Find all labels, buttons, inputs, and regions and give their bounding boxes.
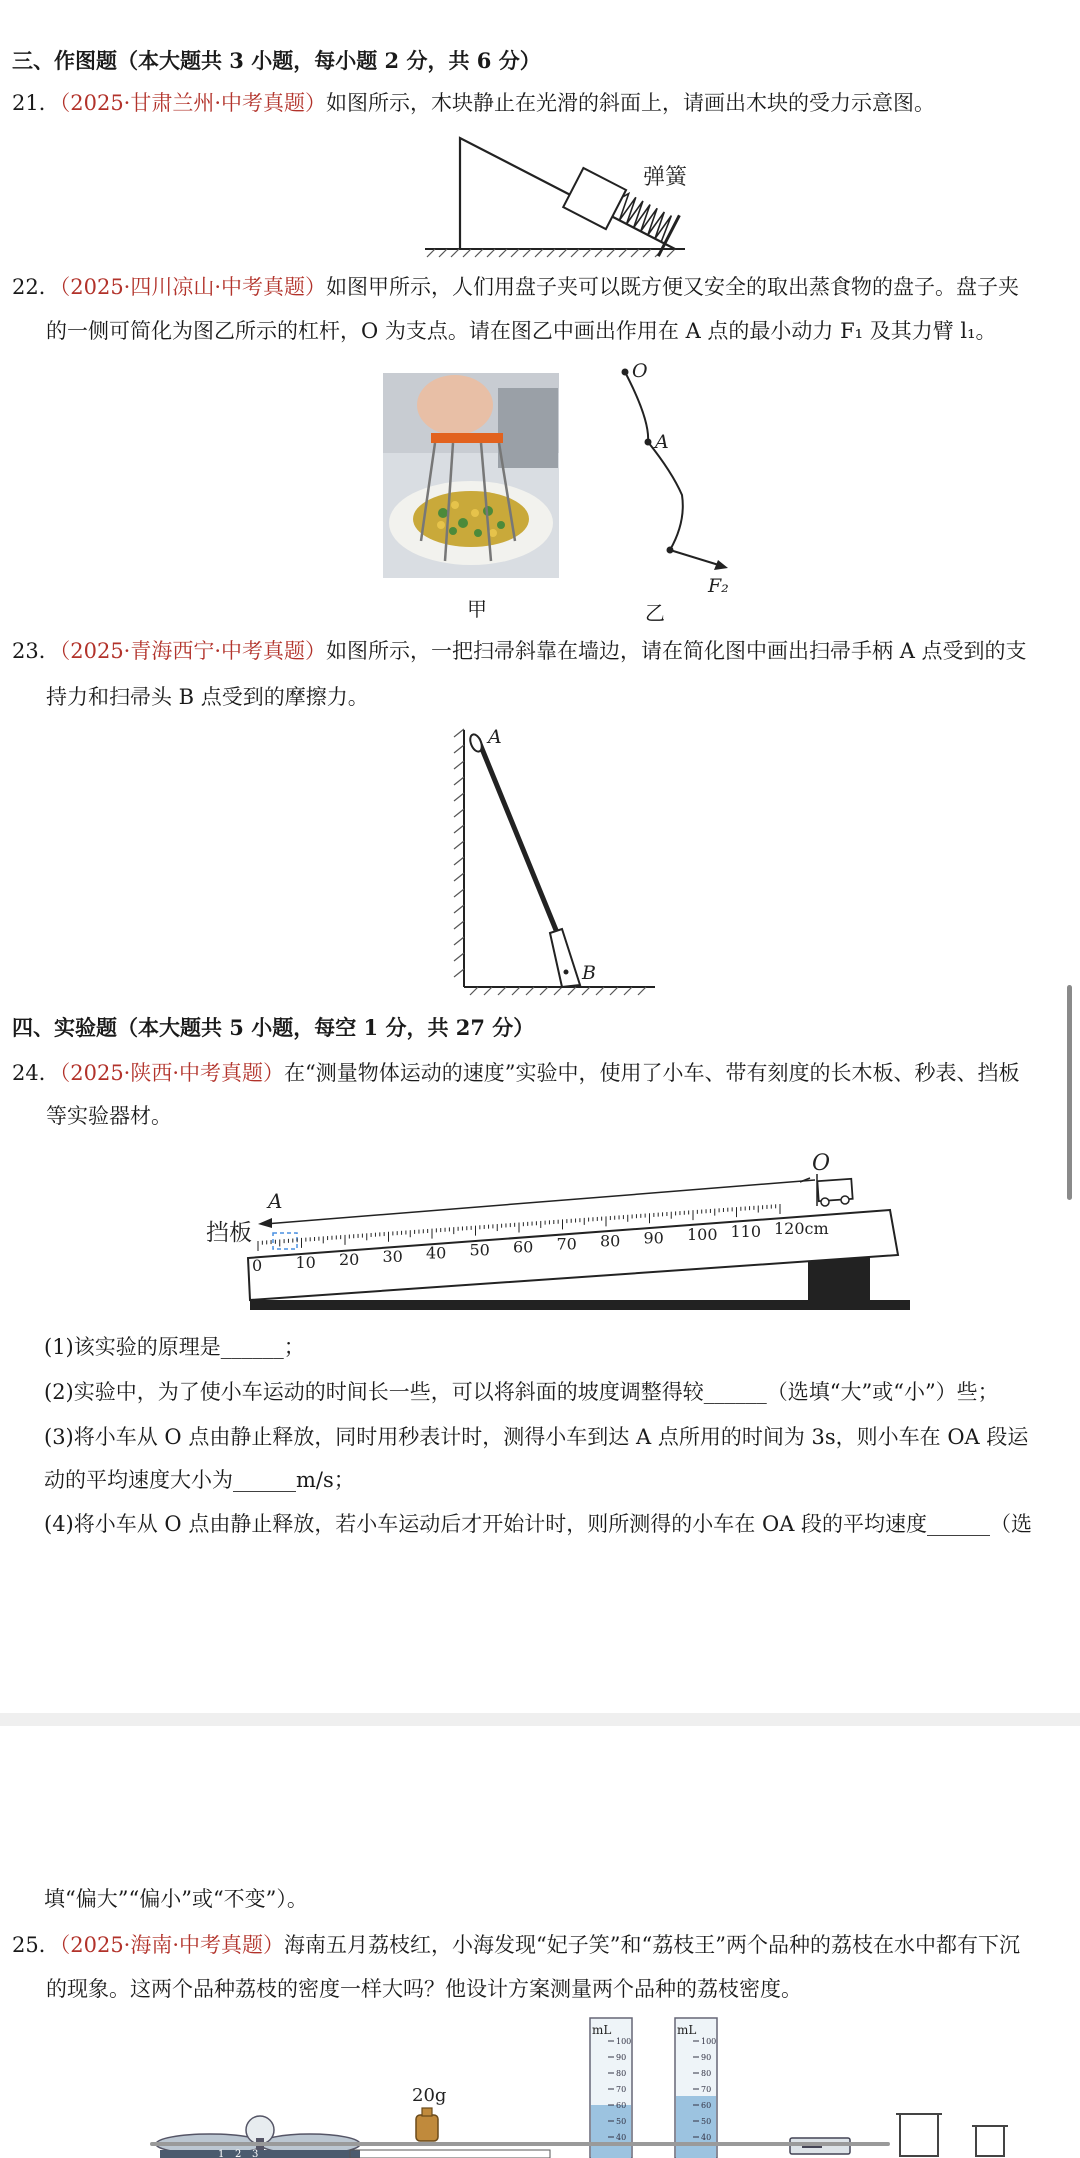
baffle-label: 挡板 — [206, 1220, 252, 1246]
caption-jia: 甲 — [467, 597, 487, 621]
section-4-title: 四、实验题（本大题共 5 小题，每空 1 分，共 27 分） — [12, 1015, 535, 1040]
svg-text:1: 1 — [218, 2149, 225, 2158]
electronic-scale-icon — [790, 2138, 850, 2154]
broom-point-a: A — [488, 726, 502, 748]
q24-text-2: 等实验器材。 — [46, 1104, 172, 1128]
q25-number: 25． — [12, 1933, 60, 1957]
question-24-line1 — [12, 1058, 1020, 1088]
q21-text: 如图所示，木块静止在光滑的斜面上，请画出木块的受力示意图。 — [326, 91, 936, 115]
q24-part3a: (3)将小车从 O 点由静止释放，同时用秒表计时，测得小车到达 A 点所用的时间为 3s，则小车在 OA 段运 — [44, 1425, 1029, 1449]
ruler-point-a: A — [268, 1189, 283, 1213]
q24-part4b: 填“偏大”“偏小”或“不变”）。 — [44, 1887, 308, 1911]
vertical-scrollbar[interactable] — [1067, 985, 1072, 1200]
q23-text-1: 如图所示，一把扫帚斜靠在墙边，请在简化图中画出扫帚手柄 A 点受到的支 — [326, 639, 1027, 663]
q25-text-2: 的现象。这两个品种荔枝的密度一样大吗？他设计方案测量两个品种的荔枝密度。 — [46, 1977, 802, 2001]
ruler-tick-label: 100 — [687, 1225, 718, 1245]
ruler-tick-label: 120cm — [774, 1219, 829, 1238]
question-21 — [12, 88, 935, 118]
plate-clip-photo — [383, 373, 559, 578]
q21-source: （2025·甘肃兰州·中考真题） — [59, 91, 327, 115]
ruler-tick-label: 40 — [426, 1243, 447, 1263]
ruler-tick-label: 90 — [643, 1228, 664, 1248]
horizontal-scrollbar[interactable] — [150, 2142, 890, 2146]
cylinder-mark: 90 — [701, 2053, 712, 2062]
ruler-tick-label: 10 — [295, 1252, 316, 1272]
broom-point-b: B — [582, 962, 596, 984]
q24-part3b: 动的平均速度大小为______m/s； — [44, 1468, 355, 1492]
broom-diagram — [450, 725, 660, 997]
cylinder-mark: 50 — [701, 2117, 712, 2126]
cylinder-mark: 90 — [616, 2053, 627, 2062]
ruler-point-o: O — [812, 1151, 831, 1176]
cylinder-mark: 80 — [701, 2069, 712, 2078]
section-3-title: 三、作图题（本大题共 3 小题，每小题 2 分，共 6 分） — [12, 48, 541, 73]
lever-diagram — [610, 360, 750, 602]
ruler-tick-label: 80 — [600, 1231, 621, 1251]
ruler-tick-label: 30 — [382, 1246, 403, 1266]
q24-text-1: 在“测量物体运动的速度”实验中，使用了小车、带有刻度的长木板、秒表、挡板 — [284, 1061, 1020, 1085]
cylinder-mark: 50 — [616, 2117, 627, 2126]
cylinder-mark: 40 — [701, 2133, 712, 2142]
svg-text:3: 3 — [252, 2149, 259, 2158]
figure-incline-spring — [415, 128, 695, 258]
measuring-cylinder-1 — [590, 2018, 632, 2158]
svg-text:2: 2 — [235, 2149, 242, 2158]
q24-source: （2025·陕西·中考真题） — [59, 1061, 285, 1085]
q23-number: 23． — [12, 639, 60, 663]
apparatus-figure — [100, 2010, 1020, 2158]
q22-number: 22． — [12, 275, 60, 299]
q24-part4a: (4)将小车从 O 点由静止释放，若小车运动后才开始计时，则所测得的小车在 OA 段的平均速度______（选 — [44, 1512, 1033, 1536]
beaker-icon — [896, 2114, 942, 2156]
ruler-tick-label: 70 — [556, 1234, 577, 1254]
cylinder-mark: 100 — [616, 2037, 632, 2046]
point-a-label: A — [655, 431, 669, 453]
weight-label: 20g — [412, 2085, 447, 2106]
q25-text-1: 海南五月荔枝红，小海发现“妃子笑”和“荔枝王”两个品种的荔枝在水中都有下沉 — [284, 1933, 1020, 1957]
cylinder-mark: 80 — [616, 2069, 627, 2078]
ruler-tick-label: 60 — [513, 1237, 534, 1257]
ruler-tick-label: 110 — [730, 1222, 762, 1242]
weight-icon — [416, 2115, 438, 2141]
q22-text-1: 如图甲所示，人们用盘子夹可以既方便又安全的取出蒸食物的盘子。盘子夹 — [326, 275, 1020, 299]
q23-source: （2025·青海西宁·中考真题） — [59, 639, 327, 663]
spring-label: 弹簧 — [643, 165, 688, 190]
q23-text-2: 持力和扫帚头 B 点受到的摩擦力。 — [46, 685, 369, 709]
caption-yi: 乙 — [645, 601, 665, 625]
ruler-tick-label: 0 — [252, 1256, 263, 1275]
cylinder-mark: 40 — [616, 2133, 627, 2142]
overflow-cup-icon — [972, 2126, 1008, 2156]
cylinder-mark: 100 — [701, 2037, 717, 2046]
measuring-cylinder-2 — [675, 2018, 717, 2158]
q21-number: 21． — [12, 91, 60, 115]
q22-source: （2025·四川凉山·中考真题） — [59, 275, 327, 299]
ruler-tick-label: 20 — [339, 1249, 360, 1269]
q25-source: （2025·海南·中考真题） — [59, 1933, 285, 1957]
svg-text:mL: mL — [677, 2023, 697, 2037]
q24-part1: (1)该实验的原理是______； — [44, 1335, 305, 1359]
cylinder-mark: 70 — [701, 2085, 712, 2094]
svg-text:mL: mL — [592, 2023, 612, 2037]
point-o-label: O — [632, 360, 648, 382]
cylinder-mark: 70 — [616, 2085, 627, 2094]
ruler-tick-label: 50 — [469, 1240, 490, 1260]
q22-text-2: 的一侧可简化为图乙所示的杠杆，O 为支点。请在图乙中画出作用在 A 点的最小动力 F₁ 及其力臂 l₁。 — [46, 319, 997, 343]
question-23-line1 — [12, 636, 1027, 666]
cylinder-mark: 60 — [701, 2101, 712, 2110]
q24-part2: (2)实验中，为了使小车运动的时间长一些，可以将斜面的坡度调整得较______（选填“大”或“小”）些； — [44, 1380, 999, 1404]
page-break — [0, 1713, 1080, 1726]
incline-ruler-figure — [200, 1140, 920, 1320]
q24-number: 24． — [12, 1061, 60, 1085]
question-25-line1 — [12, 1930, 1020, 1960]
cylinder-mark: 60 — [616, 2101, 627, 2110]
question-22-line1 — [12, 272, 1019, 302]
force-f2-label: F₂ — [708, 575, 729, 597]
baffle-marker — [273, 1233, 297, 1249]
balance-icon — [156, 2116, 360, 2158]
